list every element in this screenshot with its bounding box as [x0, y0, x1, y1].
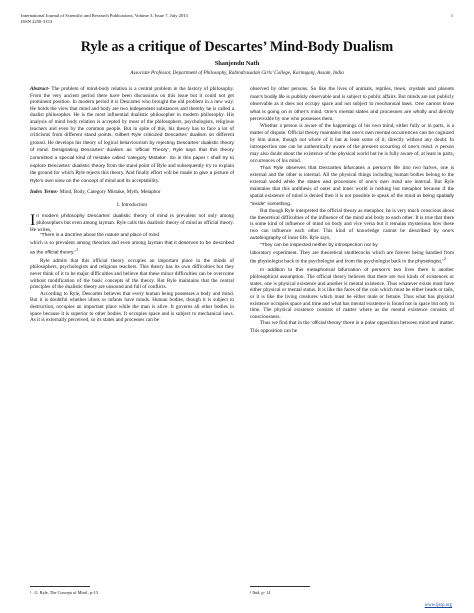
footnote-rule-left	[30, 586, 90, 587]
index-terms-label: Index Terms	[30, 189, 57, 196]
right-highlight-7: Thus Ryle observes that Descartes bifurcates a person’s life	[260, 165, 400, 171]
footnote-left: ¹ . G. Ryle, The Concept of Mind , p-13	[30, 590, 98, 595]
abstract-text-2: different ground. He develops his theory of logical behaviourism	[30, 132, 235, 146]
right-paragraph-5: laboratory experiment. They are theoretical shuttlecocks which are forever being bandied from the physiologist back to the psychologist and from the psychologist back to the physiologist.”$^2$	[250, 249, 454, 265]
right-highlight-5: present occurring of one’s mind. A	[361, 144, 439, 150]
right-highlight-11: physiologist.”	[415, 259, 444, 265]
right-paragraph-3	[250, 165, 454, 209]
right-paragraph-1	[250, 86, 454, 123]
running-header	[21, 13, 453, 25]
right-text-12: lives there is another philosophical assumption. The official theory believes that there are two kinds of existences or states, one is physical existence and another is mental existence. Thus whatever exists must have either physical or mental status. It is like the faces of the coin which must be either heads or tails, or it is like the living creatures which must be either male or female. Thus what has physical existence occupies space and time and what has mental existence is found not in space but only in time. The physical existence consists of matter where as the mental existence consists of consciousness.	[250, 266, 455, 320]
index-terms	[30, 189, 234, 196]
right-highlight-12: In addition to this metaphorical bifurcation of person’s two	[260, 267, 402, 273]
footnote-right: ² Ibid, p- 14	[250, 590, 271, 595]
abstract-text-4: mind and its acceptability.	[104, 177, 160, 184]
page-number: 1	[450, 13, 453, 18]
right-text-4: Whether a person is aware of the happenings of his own mind, either fully or in parts, is a matter of dispute. Official	[250, 122, 454, 136]
journal-line: International Journal of Scientific and Research Publications, Volume 3, Issue 7, July 2013	[21, 13, 188, 18]
intro-highlight-2: that it deserves to be described as the official theory.”	[30, 240, 234, 257]
abstract	[30, 86, 234, 185]
intro-text: prevalent not only among philosophers but even among layman. Ryle calls this dualistic theory of mind as official theory. He writes,	[30, 212, 234, 233]
right-text-5: cognized by him alone, though not whole of it but at least some of it, directly without any doubt. In introspection one can be authentically aware of the	[250, 129, 455, 150]
author-name: Shanjendu Nath	[214, 60, 260, 67]
right-paragraph-2	[250, 123, 454, 165]
right-highlight-9: described by one’s autobiography	[250, 228, 454, 242]
right-paragraph-7	[250, 320, 454, 334]
right-text-9: But though Ryle interpreted the official theory as metaphor, he is very much conscious about the theoretical difficulties of the influence of the mind and body to each other. It is true that there is some kind of influence of mind on body and vice versa but it remains mysterious how these two can influence each other. This kind of knowledge cannot be	[250, 208, 454, 234]
right-column	[250, 86, 454, 335]
right-paragraph-6	[250, 267, 454, 321]
intro-paragraph-1	[30, 213, 234, 234]
abstract-text-1: The problem of mind-body relation is a central problem in the history of philosophy. From the very ancient period there have been discussions on this issue but it could not get prominent position. In modern period it is Descartes who brought the old problem in a new way. He holds the view that mind and body are two independent substances and thereby he is called a dualist philosopher. He is the most influential dualistic philosopher in modern philosophy. His analysis of mind body relation is accepted by most of the philosophers, psychologists, religious teachers and even by the common people. But in spite of this, his theory has to face a lot of criticisms from different	[30, 86, 234, 139]
author-affiliation: Associate Professor, Department of Philosophy, Rabindrasadan Girls’ College, Karimganj, Assam, India	[130, 70, 344, 76]
abstract-highlight-2: by rejecting Descartes’ dualistic theory of mind. Designating Descartes’ dualism as ‘official Theory’, Ryle says that this theory committed a special kind of mistake called ‘category Mistake’. So in this paper I shall try to explore Descartes’ dualistic theory	[30, 140, 234, 169]
ryle-quote-2: “They can be inspected neither by introspection nor by	[260, 243, 378, 249]
right-text-13: Thus we find that in the	[260, 320, 310, 327]
section-heading: I. Introduction	[117, 201, 147, 208]
paper-title: Ryle as a critique of Descartes’ Mind-Body Dualism	[80, 39, 394, 55]
intro-highlight: n modern philosophy Descartes’ dualistic theory of mind is	[36, 213, 174, 219]
right-highlight-2: to mechanical laws. One cannot know what is going on in other’s mind. One’s mental states and processes are wholly and directly	[250, 102, 455, 115]
right-text-8: internal. But Ryle maintains that this antithesis of outer and inner world is nothing but metaphor because if the spatial existence of mind is denied then it is not possible to speak of the mind as	[250, 178, 454, 199]
right-highlight-1: trees, crystals and planets man’s bodily life is publicly	[250, 87, 454, 100]
right-text-3: perceivable by one who possesses them.	[250, 116, 334, 123]
intro-paragraph-3: Ryle admits that this official theory occupies an important place in the minds of philosophers, psychologists and religious teachers. This theory has its own difficulties but they never think of it to be major difficulties and believe that these minor difficulties can be overcome without modification of the basic concepts of the theory. But Ryle maintains that the central principles of the dualistic theory are unsound and full of conflicts.	[30, 257, 234, 291]
abstract-highlight-3: be made to give a picture of Ryle’s own view on the concept of	[30, 171, 235, 184]
ryle-quote-1: “There is a doctrine about the nature and place of mind	[40, 233, 160, 239]
drop-cap: I	[30, 211, 36, 229]
right-text-2: observable and is subject to public affairs. But minds are not publicly observable as it does not occupy space and not subject	[250, 93, 455, 108]
left-column	[30, 86, 234, 324]
right-highlight-8: being spatially “inside” something.	[250, 193, 454, 207]
right-highlight-7b: world while the states and processes of one’s own mind are	[269, 179, 412, 185]
footnote-rule-right	[250, 586, 310, 587]
right-text-1: observed by other persons. So like the lives of animals, reptiles,	[250, 86, 393, 92]
abstract-text-3: from the stand point of Ryle and subsequently try to explain the ground for which Ryle rejects this theory. And finally effort will	[30, 162, 234, 177]
right-text-10: of inner life. Ryle says,	[282, 235, 331, 242]
right-highlight-13: ‘official theory’ there is a polar	[311, 321, 376, 327]
right-highlight-4: theory maintains that one’s own mental occurrences can be	[305, 130, 434, 136]
intro-text-2: which is so prevalent among theorists and even among layman	[30, 239, 163, 246]
abstract-highlight-1: stand points. Gilbert Ryle criticized Descartes’ dualism on	[84, 133, 215, 139]
issn-line: ISSN 2250-3153	[21, 19, 53, 24]
right-text-11: laboratory experiment. They are theoretical shuttlecocks which are forever being bandied from the physiologist back to the psychologist and from the psychologist back to the	[250, 249, 454, 265]
index-terms-text: - Mind, Body, Category Mistake, Myth, Metaphor	[56, 189, 161, 196]
right-paragraph-4	[250, 208, 454, 243]
abstract-label: Abstract-	[30, 86, 50, 92]
right-text-6: person may also doubt about the existence of the physical world but he is fully aware of, at least in parts, occurrences of his mind.	[250, 143, 455, 164]
intro-paragraph-2: which is so prevalent among theorists and even among layman that it deserves to be described as the official theory.”$^1$	[30, 239, 234, 257]
right-text-7: into two halves, one is external and the other is internal. All the physical things including human bodies belong to the external	[250, 164, 454, 185]
intro-paragraph-4: According to Ryle, Descartes believes that every human being possesses a body and mind. But it is doubtful whether idiots or infants have minds. Human bodies, though it is subject to destruction, occupies an important place while the man is alive. It governs all other bodies in space because it is superior to other bodies. It occupies space and is subject to mechanical laws. As it is externally perceived, so its states and processes can be	[30, 290, 234, 324]
right-text-14: opposition between mind and matter. This opposition can be	[250, 320, 454, 334]
journal-url-link[interactable]: www.ijsrp.org	[424, 603, 452, 608]
